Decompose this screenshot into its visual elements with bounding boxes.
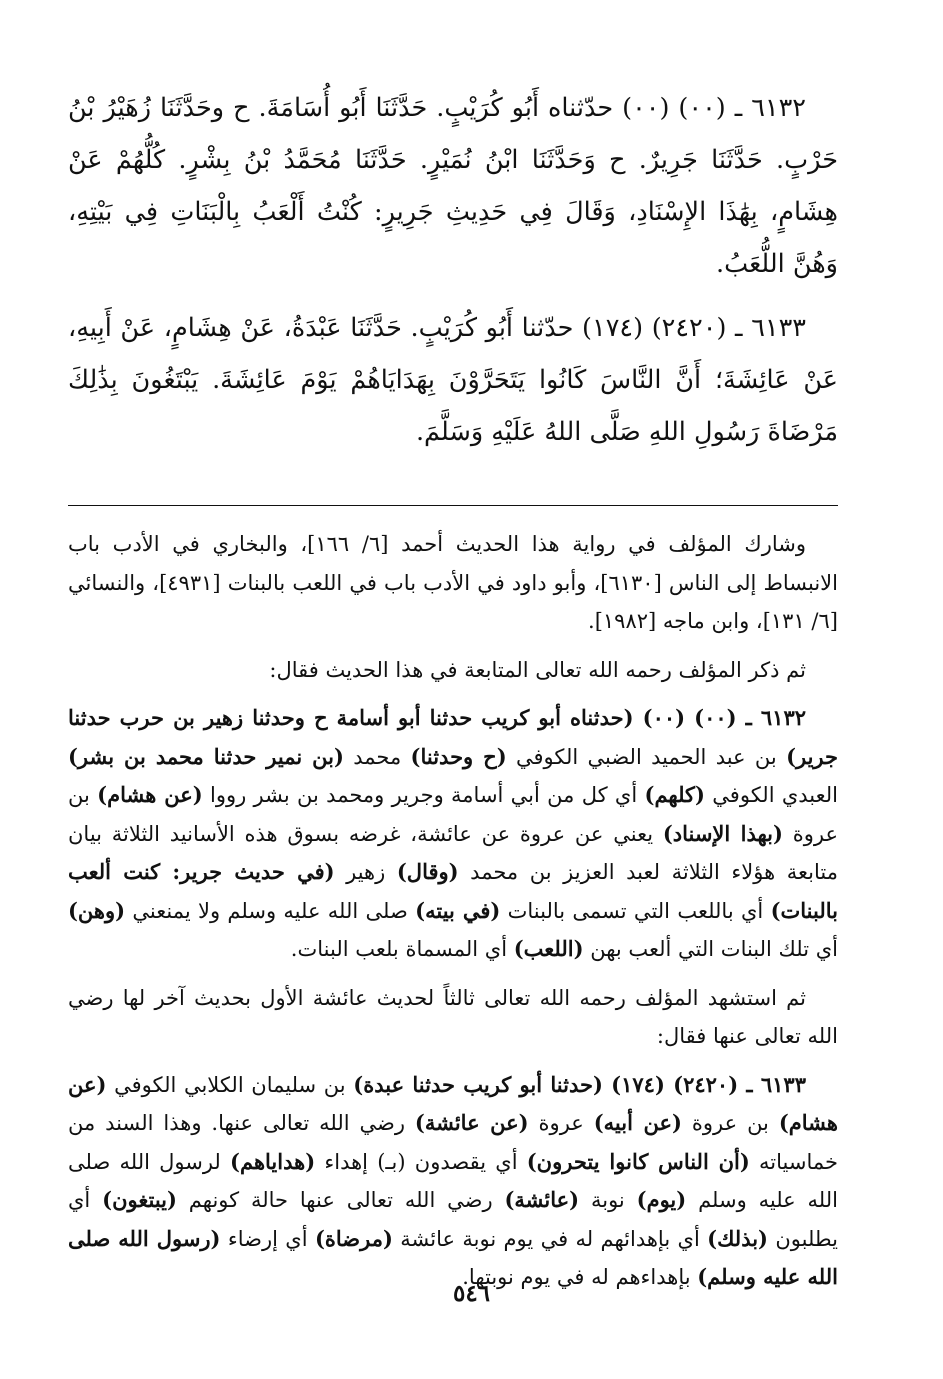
text-run: بن سليمان الكلابي الكوفي	[106, 1072, 354, 1097]
bold-text-run: (اللعب)	[513, 936, 584, 961]
text-run: أي المسماة بلعب البنات.	[290, 937, 514, 961]
hadith-6133-text: ٦١٣٣ ـ (٢٤٢٠) (١٧٤) حدّثنا أَبُو كُرَيْبٍ. حَدَّثَنَا عَبْدَةُ، عَنْ هِشَامٍ، عَنْ أَبِيهِ، عَنْ عَائِشَةَ؛ أَنَّ النَّاسَ كَانُوا يَتَحَرَّوْنَ بِهَدَايَاهُمْ يَوْمَ عَائِشَةَ. يَبْتَغُونَ بِذَٰلِكَ مَرْضَاةَ رَسُولِ اللهِ صَلَّى اللهُ عَلَيْهِ وَسَلَّمَ.	[68, 313, 838, 447]
text-run: العبدي الكوفي	[705, 783, 838, 807]
text-run: أي بإهدائهم له في يوم نوبة عائشة	[392, 1226, 708, 1251]
text-run: يعني عن عروة عن عائشة، غرضه بسوق هذه الأسانيد الثلاثة بيان متابعة هؤلاء الثلاثة لعبد العزيز بن محمد	[68, 821, 838, 884]
text-run: صلى الله عليه وسلم ولا يمنعني	[125, 898, 416, 923]
bold-text-run: (عن أبيه)	[593, 1110, 682, 1135]
text-run: أي باللعب التي تسمى بالبنات	[500, 898, 771, 923]
bold-text-run: (يبتغون)	[102, 1187, 177, 1212]
commentary-mutaba-intro: ثم ذكر المؤلف رحمه الله تعالى المتابعة في هذا الحديث فقال:	[269, 657, 806, 682]
text-run: زهير	[334, 860, 397, 884]
commentary-6133-paragraph	[68, 1066, 838, 1297]
page-number: ٥٤٦	[452, 1280, 491, 1307]
text-run: أي كل من أبي أسامة وجرير ومحمد بن بشر رووا	[202, 783, 645, 807]
bold-text-run: (عائشة)	[504, 1187, 580, 1212]
text-run: محمد	[343, 744, 411, 769]
bold-text-run: (بهذا الإسناد)	[662, 820, 783, 846]
bold-text-run: ٦١٣٢ ـ (٠٠) (٠٠) (حدثناه أبو كريب حدثنا أبو أسامة ح وحدثنا زهير بن حرب حدثنا جرير)	[68, 705, 838, 769]
text-run: بن عروة	[681, 1111, 779, 1135]
commentary-shahid-intro: ثم استشهد المؤلف رحمه الله تعالى ثالثاً لحديث عائشة الأول بحديث آخر لها رضي الله تعالى عنها فقال:	[68, 985, 838, 1048]
bold-text-run: (عن هشام)	[97, 782, 203, 807]
commentary-sources-paragraph: وشارك المؤلف في رواية هذا الحديث أحمد [٦/ ١٦٦]، والبخاري في الأدب باب الانبساط إلى الناس [٦١٣٠]، وأبو داود في الأدب باب في اللعب بالبنات [٤٩٣١]، والنسائي [٦/ ١٣١]، وابن ماجه [١٩٨٢].	[68, 532, 838, 633]
text-run: عروة	[528, 1111, 594, 1135]
text-run: أي يطلبون	[68, 1188, 838, 1251]
footnote-divider	[68, 505, 838, 506]
bold-text-run: (في بيته)	[415, 897, 501, 923]
bold-text-run: (رسول الله صلى الله عليه وسلم)	[68, 1225, 838, 1289]
text-run: أي إرضاء	[220, 1226, 315, 1251]
bold-text-run: (مرضاة)	[314, 1225, 393, 1251]
text-run: رضي الله تعالى عنها. وهذا السند من خماسياته	[68, 1111, 838, 1174]
bold-text-run: (بذلك)	[707, 1225, 768, 1251]
bold-text-run: (كلهم)	[644, 782, 705, 807]
text-run: بن عبد الحميد الضبي الكوفي	[506, 744, 787, 769]
bold-text-run: ٦١٣٣ ـ (٢٤٢٠) (١٧٤) (حدثنا أبو كريب حدثنا عبدة)	[353, 1071, 806, 1097]
commentary-6132-paragraph	[68, 699, 838, 969]
bold-text-run: (وقال)	[396, 859, 459, 884]
bold-text-run: (في حديث جرير: كنت ألعب بالبنات)	[68, 859, 838, 923]
bold-text-run: (عن هشام)	[68, 1071, 838, 1135]
text-run: نوبة	[579, 1188, 637, 1212]
text-run: رضي الله تعالى عنها حالة كونهم	[176, 1188, 505, 1212]
text-run: بن عروة	[68, 783, 838, 846]
bold-text-run: (وهن)	[68, 897, 126, 923]
document-page	[68, 82, 838, 1322]
text-run: أي تلك البنات التي ألعب بهن	[583, 937, 838, 961]
text-run: أي يقصدون (بـ) إهداء	[315, 1149, 527, 1174]
bold-text-run: (ح وحدثنا)	[410, 743, 507, 769]
hadith-6132-text: ٦١٣٢ ـ (٠٠) (٠٠) حدّثناه أَبُو كُرَيْبٍ. حَدَّثَنَا أَبُو أُسَامَةَ. ح وحَدَّثَنَا زُهَيْرُ بْنُ حَرْبٍ. حَدَّثَنَا جَرِيرٌ. ح وَحَدَّثَنَا ابْنُ نُمَيْرٍ. حَدَّثَنَا مُحَمَّدُ بْنُ بِشْرٍ. كُلُّهُمْ عَنْ هِشَامٍ، بِهَٰذَا الإِسْنَادِ، وَقَالَ فِي حَدِيثِ جَرِيرٍ: كُنْتُ أَلْعَبُ بِالْبَنَاتِ فِي بَيْتِهِ، وَهُنَّ اللُّعَبُ.	[68, 93, 838, 279]
text-run: بإهداءهم له في يوم نوبتها.	[462, 1265, 698, 1289]
commentary-section	[68, 525, 838, 1297]
bold-text-run: (عن عائشة)	[414, 1110, 529, 1135]
text-run: لرسول الله صلى الله عليه وسلم	[68, 1149, 838, 1212]
bold-text-run: (بن نمير حدثنا محمد بن بشر)	[68, 743, 344, 769]
bold-text-run: (أن الناس كانوا يتحرون)	[526, 1148, 750, 1174]
bold-text-run: (هداياهم)	[230, 1148, 316, 1174]
bold-text-run: (يوم)	[636, 1187, 687, 1212]
